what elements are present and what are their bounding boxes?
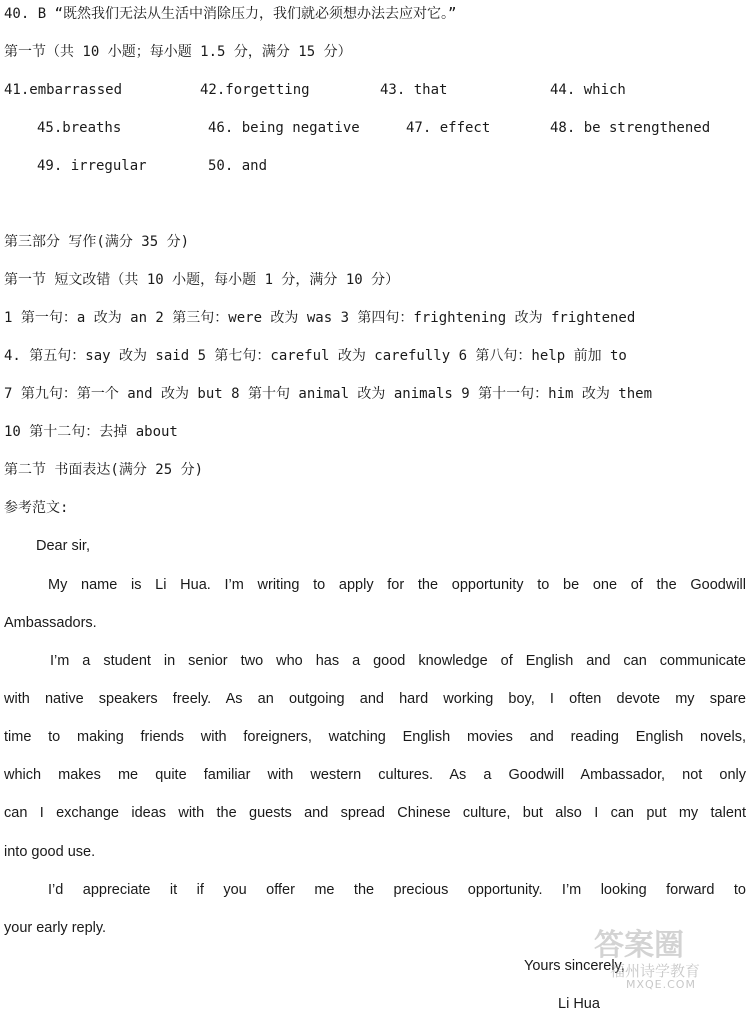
letter-paragraph-2-line-4: which makes me quite familiar with western cultures. As a Goodwill Ambassador, not only bbox=[4, 767, 746, 783]
letter-closing: Yours sincerely, bbox=[524, 958, 625, 974]
answer-47: 47. effect bbox=[406, 120, 491, 136]
correction-line-1: 1 第一句：a 改为 an 2 第三句：were 改为 was 3 第四句：frightening 改为 frightened bbox=[4, 310, 636, 326]
letter-paragraph-2-line-3: time to making friends with foreigners, watching English movies and reading English novels, bbox=[4, 729, 746, 745]
letter-paragraph-2-line-6: into good use. bbox=[4, 844, 96, 860]
answer-48: 48. be strengthened bbox=[550, 120, 711, 136]
correction-line-2: 4. 第五句：say 改为 said 5 第七句：careful 改为 carefully 6 第八句：help 前加 to bbox=[4, 348, 627, 364]
answer-41: 41.embarrassed bbox=[4, 82, 123, 98]
answer-49: 49. irregular bbox=[37, 158, 147, 174]
reference-label: 参考范文: bbox=[4, 500, 69, 516]
letter-paragraph-3-line-1: I’d appreciate it if you offer me the precious opportunity. I’m looking forward to bbox=[48, 882, 746, 898]
answer-44: 44. which bbox=[550, 82, 626, 98]
letter-paragraph-1-line-1: My name is Li Hua. I’m writing to apply for the opportunity to be one of the Goodwill bbox=[48, 577, 746, 593]
letter-paragraph-1-line-2: Ambassadors. bbox=[4, 615, 97, 631]
watermark-main-text: 答案圈 bbox=[594, 928, 684, 963]
correction-line-3: 7 第九句：第一个 and 改为 but 8 第十句 animal 改为 animals 9 第十一句：him 改为 them bbox=[4, 386, 653, 402]
question-40-answer: 40. B “既然我们无法从生活中消除压力，我们就必须想办法去应对它。” bbox=[4, 6, 457, 22]
part-3-section-1-heading: 第一节 短文改错（共 10 小题，每小题 1 分，满分 10 分） bbox=[4, 272, 400, 288]
letter-salutation: Dear sir, bbox=[36, 538, 90, 554]
letter-paragraph-2-line-1: I’m a student in senior two who has a good knowledge of English and can communicate bbox=[50, 653, 746, 669]
answer-43: 43. that bbox=[380, 82, 448, 98]
part-3-section-2-heading: 第二节 书面表达(满分 25 分) bbox=[4, 462, 204, 478]
watermark-sub-text: 福州诗学教育 bbox=[610, 962, 701, 980]
answer-46: 46. being negative bbox=[208, 120, 360, 136]
letter-paragraph-2-line-5: can I exchange ideas with the guests and spread Chinese culture, but also I can put my talent bbox=[4, 805, 746, 821]
answer-42: 42.forgetting bbox=[200, 82, 310, 98]
watermark-url-text: MXQE.COM bbox=[626, 978, 696, 991]
answer-50: 50. and bbox=[208, 158, 268, 174]
part-3-heading: 第三部分 写作(满分 35 分) bbox=[4, 234, 190, 250]
letter-paragraph-2-line-2: with native speakers freely. As an outgoing and hard working boy, I often devote my spare bbox=[4, 691, 746, 707]
letter-signature: Li Hua bbox=[558, 996, 600, 1012]
answer-45: 45.breaths bbox=[37, 120, 122, 136]
section-1-heading: 第一节（共 10 小题；每小题 1.5 分，满分 15 分） bbox=[4, 44, 352, 60]
correction-line-4: 10 第十二句：去掉 about bbox=[4, 424, 178, 440]
letter-paragraph-3-line-2: your early reply. bbox=[4, 920, 107, 936]
